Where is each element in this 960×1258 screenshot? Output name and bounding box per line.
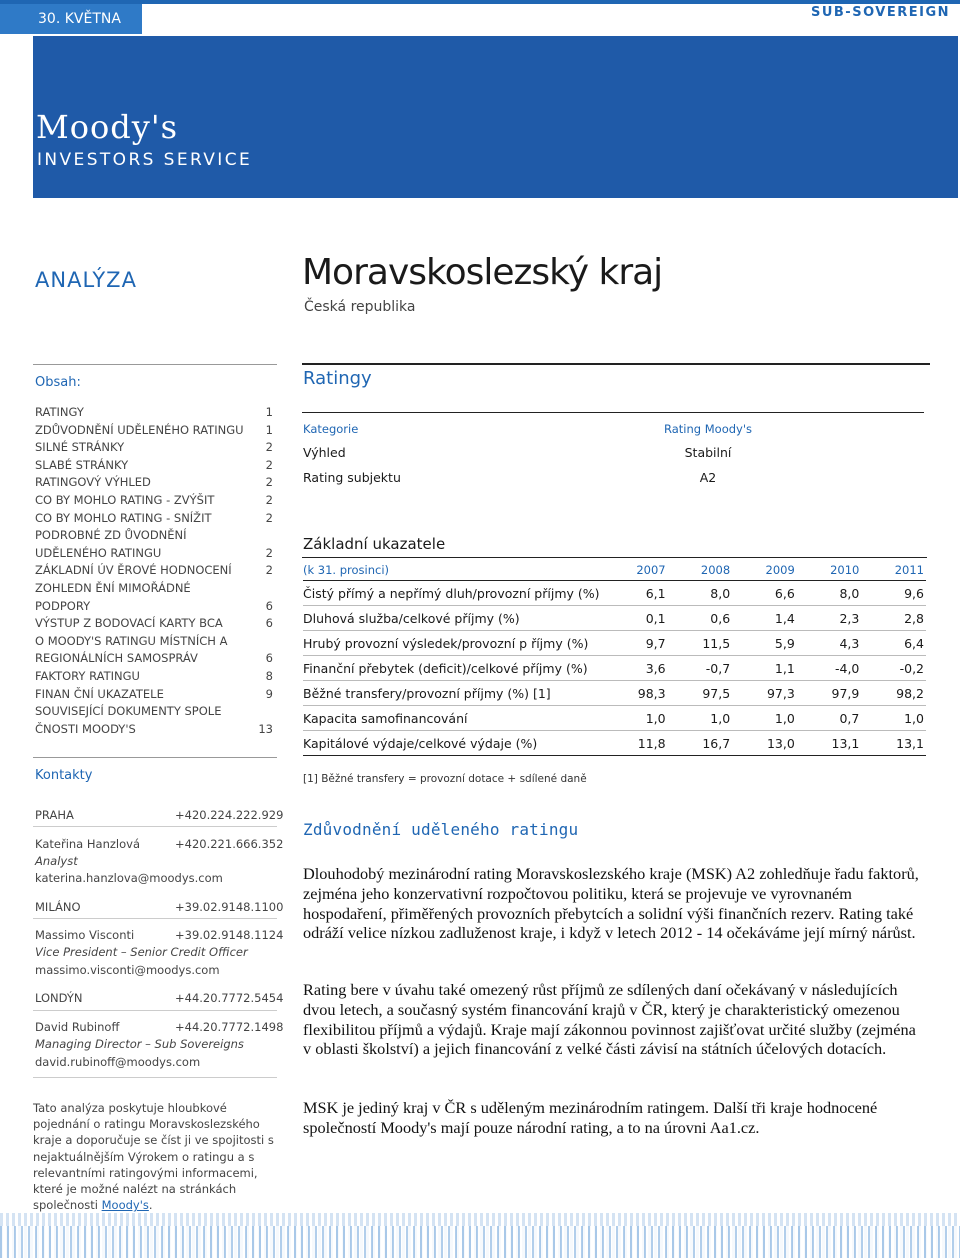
indicators-title: Základní ukazatele — [303, 535, 446, 553]
ratings-header-row — [303, 422, 923, 436]
ratings-col-rating: Rating Moody's — [664, 422, 752, 436]
indicators-table — [303, 560, 926, 756]
indicator-value: 9,6 — [861, 581, 926, 606]
office-praha — [35, 808, 284, 822]
indicator-value: 13,1 — [861, 731, 926, 756]
report-category: SUB-SOVEREIGN — [810, 5, 950, 20]
toc-item[interactable] — [33, 562, 277, 580]
indicator-label: Kapitálové výdaje/celkové výdaje (%) — [303, 731, 603, 756]
rationale-paragraph: Dlouhodobý mezinárodní rating Moravskoslezského kraje (MSK) A2 zohledňuje řadu faktorů, zejména jeho konzervativní rozpočtovou politiku, která se projevuje ve vyrovnaném hospodaření, přiměřených provozních přebytcích a solidní výši finančních rezerv. Rating také odráží velice nízkou zadluženost kraje, i když v letech 2012 - 14 očekáváme její mírný nárůst. — [303, 864, 919, 943]
rationale-paragraph: MSK je jediný kraj v ČR s uděleným mezinárodním ratingem. Další tři kraje hodnocené společností Moody's mají pouze národní rating, a to na úrovni Aa1.cz. — [303, 1098, 878, 1137]
rating-category: Rating subjektu — [303, 470, 401, 485]
indicator-value: 8,0 — [668, 581, 733, 606]
toc-item-label: SLABÉ STRÁNKY — [35, 457, 129, 472]
year-header: 2009 — [732, 560, 797, 581]
contact-name-row — [35, 837, 284, 851]
section-label: ANALÝZA — [35, 268, 137, 292]
contact-divider — [33, 1077, 277, 1078]
contacts-section — [33, 757, 284, 1087]
indicator-label: Kapacita samofinancování — [303, 706, 603, 731]
indicator-value: 9,7 — [603, 631, 668, 656]
moodys-link[interactable]: Moody's — [101, 1198, 149, 1213]
toc-item-label: RATINGOVÝ VÝHLED — [35, 475, 151, 490]
rating-category: Výhled — [303, 445, 346, 460]
toc-item[interactable] — [33, 615, 277, 633]
toc-item-label: ZOHLEDN ĚNÍ MIMOŘÁDNÉ PODPORY — [35, 580, 191, 613]
indicator-value: -0,2 — [861, 656, 926, 681]
indicator-value: 2,3 — [797, 606, 862, 631]
year-header: 2007 — [603, 560, 668, 581]
toc-item-page: 6 — [265, 616, 273, 631]
indicator-value: 11,5 — [668, 631, 733, 656]
toc-item[interactable] — [33, 457, 277, 475]
indicator-value: -4,0 — [797, 656, 862, 681]
indicator-value: 0,7 — [797, 706, 862, 731]
rationale-paragraph: Rating bere v úvahu také omezený růst příjmů ze sdílených daní očekávaný v následujících dvou letech, a současný systém financování krajů v ČR, který je charakteristický omezenou flexibilitou příjmů a výdajů. Kraje mají zákonnou povinnost zajišťovat určité služby (zejména v oblasti školství) a jejich financování z velké části závisí na státních účelových dotacích. — [303, 980, 916, 1059]
indicator-value: 4,3 — [797, 631, 862, 656]
toc-item[interactable] — [33, 474, 277, 492]
indicators-unit-header: (k 31. prosinci) — [303, 560, 603, 581]
table-of-contents — [33, 364, 277, 738]
contact-divider — [33, 918, 277, 919]
toc-item-label: O MOODY'S RATINGU MÍSTNÍCH A REGIONÁLNÍCH SAMOSPRÁV — [35, 633, 228, 666]
ratings-divider — [302, 363, 930, 365]
toc-item[interactable] — [33, 404, 277, 422]
indicator-value: 2,8 — [861, 606, 926, 631]
ratings-col-category: Kategorie — [303, 422, 359, 436]
toc-item-label: FINAN ČNÍ UKAZATELE — [35, 686, 164, 701]
indicator-value: 97,5 — [668, 681, 733, 706]
toc-item[interactable] — [33, 439, 277, 457]
indicators-divider — [302, 557, 927, 558]
indicator-value: 1,0 — [668, 706, 733, 731]
indicator-value: 0,1 — [603, 606, 668, 631]
toc-item-page: 1 — [265, 405, 273, 419]
table-row — [303, 681, 926, 706]
toc-item[interactable] — [33, 686, 277, 704]
toc-item[interactable] — [33, 492, 277, 510]
indicator-label: Čistý přímý a nepřímý dluh/provozní příjmy (%) — [303, 581, 603, 606]
office-london — [35, 991, 284, 1005]
note-end: . — [148, 1198, 153, 1213]
office-phone: +420.224.222.929 — [175, 808, 284, 822]
toc-item-page: 2 — [265, 457, 273, 472]
contact-email[interactable]: massimo.visconti@moodys.com — [35, 963, 220, 977]
indicator-value: 98,3 — [603, 681, 668, 706]
contacts-heading: Kontakty — [35, 768, 93, 783]
toc-item-page: 8 — [265, 668, 273, 683]
indicator-value: 1,0 — [861, 706, 926, 731]
toc-item-label: CO BY MOHLO RATING - SNÍŽIT — [35, 510, 212, 525]
contact-name-row — [35, 1020, 284, 1034]
indicator-value: 13,0 — [732, 731, 797, 756]
year-header: 2008 — [668, 560, 733, 581]
ratings-row — [303, 470, 923, 485]
rationale-title: Zdůvodnění uděleného ratingu — [303, 820, 579, 839]
office-label: MILÁNO — [35, 900, 81, 914]
toc-item-page: 2 — [265, 475, 273, 490]
toc-item-label: SOUVISEJÍCÍ DOKUMENTY SPOLE ČNOSTI MOODY'S — [35, 704, 222, 736]
indicator-value: 1,4 — [732, 606, 797, 631]
toc-item-page: 2 — [265, 545, 273, 560]
report-note — [33, 1100, 277, 1213]
contact-name: David Rubinoff — [35, 1020, 120, 1034]
indicator-value: 1,0 — [603, 706, 668, 731]
indicators-footnote: [1] Běžné transfery = provozní dotace + sdílené daně — [303, 773, 587, 785]
table-row — [303, 606, 926, 631]
indicator-value: 16,7 — [668, 731, 733, 756]
indicator-value: 1,0 — [732, 706, 797, 731]
toc-item-page: 9 — [265, 686, 273, 701]
year-header: 2011 — [861, 560, 926, 581]
indicator-label: Běžné transfery/provozní příjmy (%) [1] — [303, 681, 603, 706]
indicator-value: 5,9 — [732, 631, 797, 656]
year-header: 2010 — [797, 560, 862, 581]
toc-item[interactable] — [33, 527, 277, 562]
office-label: PRAHA — [35, 808, 74, 822]
indicator-value: 97,9 — [797, 681, 862, 706]
contact-role: Vice President – Senior Credit Officer — [35, 945, 248, 959]
indicators-body — [303, 581, 926, 756]
toc-item-page: 6 — [265, 651, 273, 666]
contact-divider — [33, 1010, 277, 1011]
ratings-title: Ratingy — [303, 368, 372, 389]
contact-name-row — [35, 928, 284, 942]
indicator-value: 6,6 — [732, 581, 797, 606]
contact-name: Kateřina Hanzlová — [35, 837, 140, 851]
contact-phone: +44.20.7772.1498 — [175, 1020, 284, 1034]
indicator-value: 3,6 — [603, 656, 668, 681]
toc-item-label: CO BY MOHLO RATING - ZVÝŠIT — [35, 492, 215, 507]
toc-item-label: SILNÉ STRÁNKY — [35, 440, 125, 455]
toc-item-label: VÝSTUP Z BODOVACÍ KARTY BCA — [35, 616, 223, 631]
contact-role: Analyst — [35, 854, 78, 868]
page-subtitle: Česká republika — [304, 299, 416, 315]
toc-item-page: 1 — [265, 422, 273, 437]
toc-item[interactable] — [33, 668, 277, 686]
indicators-header-row — [303, 560, 926, 581]
indicator-value: -0,7 — [668, 656, 733, 681]
toc-item-page: 6 — [265, 598, 273, 613]
table-row — [303, 731, 926, 756]
indicator-label: Finanční přebytek (deficit)/celkové příjmy (%) — [303, 656, 603, 681]
ratings-row — [303, 445, 923, 460]
toc-item-label: RATINGY — [35, 405, 84, 419]
office-phone: +39.02.9148.1100 — [175, 900, 284, 914]
rating-value: A2 — [699, 470, 717, 485]
toc-item-page: 2 — [265, 563, 273, 578]
contact-phone: +420.221.666.352 — [175, 837, 284, 851]
contact-divider — [33, 826, 277, 827]
indicator-value: 11,8 — [603, 731, 668, 756]
page-title: Moravskoslezský kraj — [302, 252, 663, 293]
table-row — [303, 706, 926, 731]
indicator-value: 98,2 — [861, 681, 926, 706]
logo-tagline: INVESTORS SERVICE — [37, 150, 253, 170]
toc-item-page: 2 — [265, 510, 273, 525]
toc-heading: Obsah: — [35, 375, 81, 390]
contact-name: Massimo Visconti — [35, 928, 135, 942]
indicator-value: 0,6 — [668, 606, 733, 631]
toc-item-label: PODROBNÉ ZD ŮVODNĚNÍ UDĚLENÉHO RATINGU — [35, 528, 187, 560]
toc-item-page: 2 — [265, 492, 273, 507]
table-row — [303, 631, 926, 656]
toc-divider — [33, 364, 277, 365]
office-milano — [35, 900, 284, 914]
toc-item-page: 2 — [265, 440, 273, 455]
indicator-value: 6,4 — [861, 631, 926, 656]
table-row — [303, 656, 926, 681]
indicator-value: 1,1 — [732, 656, 797, 681]
contact-role: Managing Director – Sub Sovereigns — [35, 1037, 244, 1051]
indicator-value: 13,1 — [797, 731, 862, 756]
indicator-label: Dluhová služba/celkové příjmy (%) — [303, 606, 603, 631]
table-row — [303, 581, 926, 606]
contact-phone: +39.02.9148.1124 — [175, 928, 284, 942]
contacts-divider — [33, 757, 277, 758]
toc-item[interactable] — [33, 580, 277, 615]
toc-item-label: ZÁKLADNÍ ÚV ĚROVÉ HODNOCENÍ — [35, 563, 232, 578]
contact-email[interactable]: david.rubinoff@moodys.com — [35, 1055, 201, 1069]
office-phone: +44.20.7772.5454 — [175, 991, 284, 1005]
toc-item[interactable] — [33, 510, 277, 528]
report-date: 30. KVĚTNA — [0, 4, 142, 34]
indicator-value: 6,1 — [603, 581, 668, 606]
toc-item-label: FAKTORY RATINGU — [35, 668, 140, 683]
indicator-value: 97,3 — [732, 681, 797, 706]
toc-item-page: 13 — [258, 721, 273, 736]
toc-item[interactable] — [33, 422, 277, 440]
rating-value: Stabilní — [684, 445, 732, 460]
ratings-divider — [302, 412, 924, 413]
toc-list — [33, 404, 277, 738]
toc-item-label: ZDŮVODNĚNÍ UDĚLENÉHO RATINGU — [35, 422, 244, 437]
moodys-logo: Moody's — [36, 108, 179, 146]
toc-item[interactable] — [33, 703, 277, 738]
note-text: Tato analýza poskytuje hloubkové pojednání o ratingu Moravskoslezského kraje a doporučuje se číst ji ve spojitosti s nejaktuálnějším Výrokem o ratingu a s relevantními ratingovými informacemi, které je možné nalézt na stránkách společnosti — [33, 1101, 274, 1213]
office-label: LONDÝN — [35, 991, 83, 1005]
indicator-value: 8,0 — [797, 581, 862, 606]
toc-item[interactable] — [33, 633, 277, 668]
footer-pattern — [0, 1226, 960, 1258]
indicator-label: Hrubý provozní výsledek/provozní p říjmy (%) — [303, 631, 603, 656]
contact-email[interactable]: katerina.hanzlova@moodys.com — [35, 871, 223, 885]
